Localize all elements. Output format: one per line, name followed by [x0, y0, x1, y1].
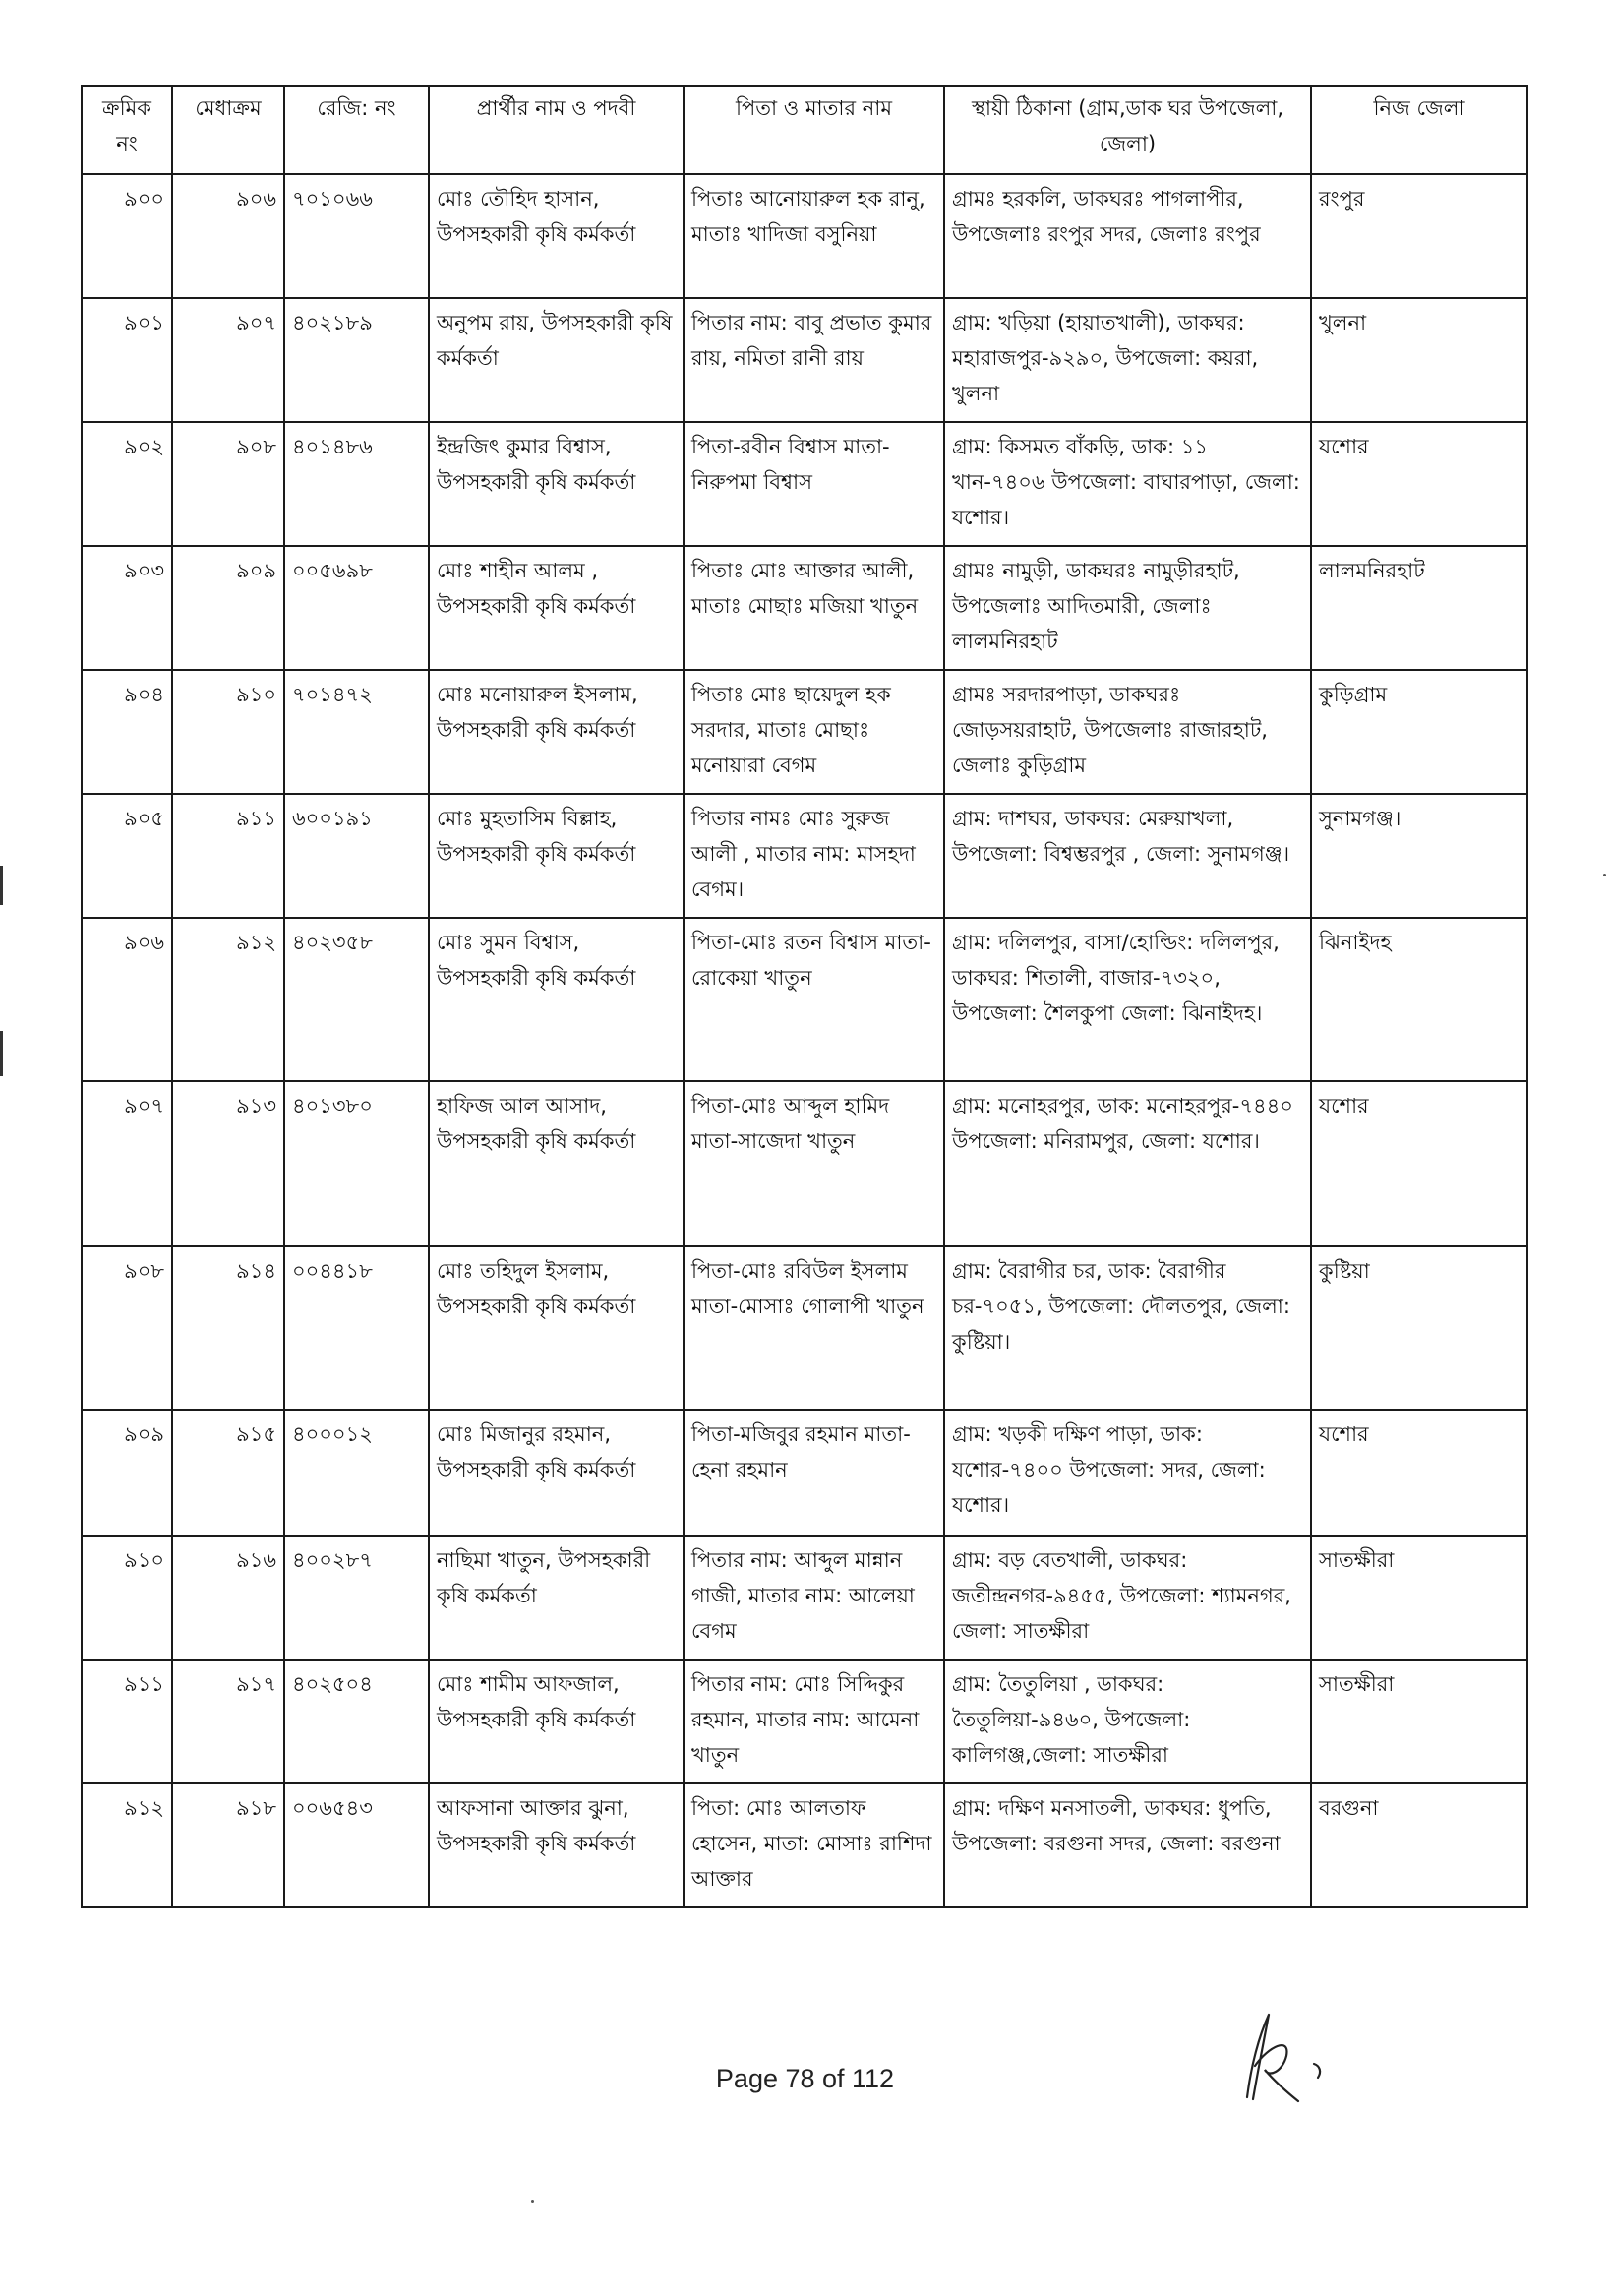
- serial-cell: ৯০৮: [82, 1246, 172, 1410]
- address-cell: গ্রাম: মনোহরপুর, ডাক: মনোহরপুর-৭৪৪০ উপজেলা: মনিরামপুর, জেলা: যশোর।: [944, 1081, 1311, 1246]
- scan-speck: [1603, 874, 1606, 876]
- merit-cell: ৯১২: [172, 918, 284, 1081]
- parents-cell: পিতা-রবীন বিশ্বাস মাতা-নিরুপমা বিশ্বাস: [684, 422, 944, 546]
- table-row: [82, 670, 1527, 794]
- table-row: [82, 422, 1527, 546]
- signature-mark: [1229, 2007, 1377, 2105]
- parents-cell: পিতার নাম: মোঃ সিদ্দিকুর রহমান, মাতার নাম: আমেনা খাতুন: [684, 1660, 944, 1783]
- district-cell: সাতক্ষীরা: [1311, 1536, 1527, 1660]
- name-cell: অনুপম রায়, উপসহকারী কৃষি কর্মকর্তা: [429, 298, 684, 422]
- address-cell: গ্রাম: তৈতুলিয়া , ডাকঘর: তৈতুলিয়া-৯৪৬০, উপজেলা: কালিগঞ্জ,জেলা: সাতক্ষীরা: [944, 1660, 1311, 1783]
- name-cell: মোঃ মনোয়ারুল ইসলাম, উপসহকারী কৃষি কর্মকর্তা: [429, 670, 684, 794]
- parents-cell: পিতাঃ মোঃ ছায়েদুল হক সরদার, মাতাঃ মোছাঃ মনোয়ারা বেগম: [684, 670, 944, 794]
- district-cell: কুষ্টিয়া: [1311, 1246, 1527, 1410]
- name-cell: আফসানা আক্তার ঝুনা, উপসহকারী কৃষি কর্মকর্তা: [429, 1783, 684, 1907]
- table-header-row: [82, 86, 1527, 174]
- address-cell: গ্রামঃ সরদারপাড়া, ডাকঘরঃ জোড়সয়রাহাট, উপজেলাঃ রাজারহাট, জেলাঃ কুড়িগ্রাম: [944, 670, 1311, 794]
- parents-cell: পিতাঃ মোঃ আক্তার আলী, মাতাঃ মোছাঃ মজিয়া খাতুন: [684, 546, 944, 670]
- parents-cell: পিতার নাম: আব্দুল মান্নান গাজী, মাতার নাম: আলেয়া বেগম: [684, 1536, 944, 1660]
- address-cell: গ্রাম: খড়িয়া (হায়াতখালী), ডাকঘর: মহারাজপুর-৯২৯০, উপজেলা: কয়রা, খুলনা: [944, 298, 1311, 422]
- reg-cell: ৪০১৪৮৬: [284, 422, 429, 546]
- header-district: নিজ জেলা: [1311, 86, 1527, 174]
- serial-cell: ৯০৫: [82, 794, 172, 918]
- merit-cell: ৯১৬: [172, 1536, 284, 1660]
- reg-cell: ৬০০১৯১: [284, 794, 429, 918]
- address-cell: গ্রাম: বড় বেতখালী, ডাকঘর: জতীন্দ্রনগর-৯৪৫৫, উপজেলা: শ্যামনগর, জেলা: সাতক্ষীরা: [944, 1536, 1311, 1660]
- address-cell: গ্রামঃ হরকলি, ডাকঘরঃ পাগলাপীর, উপজেলাঃ রংপুর সদর, জেলাঃ রংপুর: [944, 174, 1311, 298]
- parents-cell: পিতা: মোঃ আলতাফ হোসেন, মাতা: মোসাঃ রাশিদা আক্তার: [684, 1783, 944, 1907]
- header-address: স্থায়ী ঠিকানা (গ্রাম,ডাক ঘর উপজেলা, জেলা): [944, 86, 1311, 174]
- merit-cell: ৯১৪: [172, 1246, 284, 1410]
- table-row: [82, 794, 1527, 918]
- scan-edge-mark: [0, 866, 3, 905]
- merit-cell: ৯০৮: [172, 422, 284, 546]
- table-row: [82, 1410, 1527, 1536]
- scan-speck: [531, 2200, 534, 2203]
- address-cell: গ্রাম: কিসমত বাঁকড়ি, ডাক: ১১ খান-৭৪০৬ উপজেলা: বাঘারপাড়া, জেলা: যশোর।: [944, 422, 1311, 546]
- parents-cell: পিতা-মোঃ আব্দুল হামিদ মাতা-সাজেদা খাতুন: [684, 1081, 944, 1246]
- merit-cell: ৯১৮: [172, 1783, 284, 1907]
- name-cell: নাছিমা খাতুন, উপসহকারী কৃষি কর্মকর্তা: [429, 1536, 684, 1660]
- header-reg: রেজি: নং: [284, 86, 429, 174]
- table-row: [82, 1660, 1527, 1783]
- reg-cell: ৪০২১৮৯: [284, 298, 429, 422]
- name-cell: মোঃ তহিদুল ইসলাম, উপসহকারী কৃষি কর্মকর্তা: [429, 1246, 684, 1410]
- table-row: [82, 174, 1527, 298]
- name-cell: মোঃ তৌহিদ হাসান, উপসহকারী কৃষি কর্মকর্তা: [429, 174, 684, 298]
- table-row: [82, 546, 1527, 670]
- table-row: [82, 1536, 1527, 1660]
- table-row: [82, 298, 1527, 422]
- reg-cell: ৪০২৩৫৮: [284, 918, 429, 1081]
- page-number: Page 78 of 112: [715, 2064, 895, 2093]
- name-cell: মোঃ শামীম আফজাল, উপসহকারী কৃষি কর্মকর্তা: [429, 1660, 684, 1783]
- reg-cell: ৭০১৪৭২: [284, 670, 429, 794]
- serial-cell: ৯০৯: [82, 1410, 172, 1536]
- merit-cell: ৯০৭: [172, 298, 284, 422]
- merit-cell: ৯১৭: [172, 1660, 284, 1783]
- serial-cell: ৯০০: [82, 174, 172, 298]
- name-cell: মোঃ মিজানুর রহমান, উপসহকারী কৃষি কর্মকর্তা: [429, 1410, 684, 1536]
- reg-cell: ৪০০০১২: [284, 1410, 429, 1536]
- name-cell: ইন্দ্রজিৎ কুমার বিশ্বাস, উপসহকারী কৃষি কর্মকর্তা: [429, 422, 684, 546]
- name-cell: মোঃ মুহতাসিম বিল্লাহ, উপসহকারী কৃষি কর্মকর্তা: [429, 794, 684, 918]
- reg-cell: ৪০২৫০৪: [284, 1660, 429, 1783]
- merit-cell: ৯১৩: [172, 1081, 284, 1246]
- district-cell: যশোর: [1311, 1410, 1527, 1536]
- header-merit: মেধাক্রম: [172, 86, 284, 174]
- reg-cell: ০০৪৪১৮: [284, 1246, 429, 1410]
- header-name: প্রার্থীর নাম ও পদবী: [429, 86, 684, 174]
- reg-cell: ৭০১০৬৬: [284, 174, 429, 298]
- name-cell: মোঃ শাহীন আলম , উপসহকারী কৃষি কর্মকর্তা: [429, 546, 684, 670]
- parents-cell: পিতা-মজিবুর রহমান মাতা-হেনা রহমান: [684, 1410, 944, 1536]
- parents-cell: পিতা-মোঃ রতন বিশ্বাস মাতা- রোকেয়া খাতুন: [684, 918, 944, 1081]
- serial-cell: ৯১০: [82, 1536, 172, 1660]
- address-cell: গ্রাম: দাশঘর, ডাকঘর: মেরুয়াখলা, উপজেলা: বিশ্বম্ভরপুর , জেলা: সুনামগঞ্জ।: [944, 794, 1311, 918]
- district-cell: যশোর: [1311, 1081, 1527, 1246]
- table-row: [82, 1246, 1527, 1410]
- merit-cell: ৯১৫: [172, 1410, 284, 1536]
- parents-cell: পিতার নাম: বাবু প্রভাত কুমার রায়, নমিতা রানী রায়: [684, 298, 944, 422]
- name-cell: হাফিজ আল আসাদ, উপসহকারী কৃষি কর্মকর্তা: [429, 1081, 684, 1246]
- merit-cell: ৯০৬: [172, 174, 284, 298]
- header-parents: পিতা ও মাতার নাম: [684, 86, 944, 174]
- district-cell: যশোর: [1311, 422, 1527, 546]
- reg-cell: ৪০০২৮৭: [284, 1536, 429, 1660]
- parents-cell: পিতাঃ আনোয়ারুল হক রানু, মাতাঃ খাদিজা বসুনিয়া: [684, 174, 944, 298]
- address-cell: গ্রামঃ নামুড়ী, ডাকঘরঃ নামুড়ীরহাট, উপজেলাঃ আদিতমারী, জেলাঃ লালমনিরহাট: [944, 546, 1311, 670]
- address-cell: গ্রাম: দলিলপুর, বাসা/হোল্ডিং: দলিলপুর, ডাকঘর: শিতালী, বাজার-৭৩২০, উপজেলা: শৈলকুপা জেলা: ঝিনাইদহ।: [944, 918, 1311, 1081]
- district-cell: খুলনা: [1311, 298, 1527, 422]
- serial-cell: ৯০৩: [82, 546, 172, 670]
- candidate-table: [81, 85, 1528, 1908]
- district-cell: বরগুনা: [1311, 1783, 1527, 1907]
- table-row: [82, 1081, 1527, 1246]
- reg-cell: ০০৬৫৪৩: [284, 1783, 429, 1907]
- merit-cell: ৯১০: [172, 670, 284, 794]
- district-cell: ঝিনাইদহ: [1311, 918, 1527, 1081]
- address-cell: গ্রাম: খড়কী দক্ষিণ পাড়া, ডাক: যশোর-৭৪০০ উপজেলা: সদর, জেলা: যশোর।: [944, 1410, 1311, 1536]
- header-serial: ক্রমিক নং: [82, 86, 172, 174]
- name-cell: মোঃ সুমন বিশ্বাস, উপসহকারী কৃষি কর্মকর্তা: [429, 918, 684, 1081]
- serial-cell: ৯১২: [82, 1783, 172, 1907]
- merit-cell: ৯০৯: [172, 546, 284, 670]
- reg-cell: ৪০১৩৮০: [284, 1081, 429, 1246]
- serial-cell: ৯০৬: [82, 918, 172, 1081]
- merit-cell: ৯১১: [172, 794, 284, 918]
- scan-edge-mark: [0, 1031, 3, 1076]
- serial-cell: ৯০১: [82, 298, 172, 422]
- serial-cell: ৯০২: [82, 422, 172, 546]
- serial-cell: ৯০৭: [82, 1081, 172, 1246]
- reg-cell: ০০৫৬৯৮: [284, 546, 429, 670]
- serial-cell: ৯০৪: [82, 670, 172, 794]
- district-cell: রংপুর: [1311, 174, 1527, 298]
- district-cell: সুনামগঞ্জ।: [1311, 794, 1527, 918]
- district-cell: সাতক্ষীরা: [1311, 1660, 1527, 1783]
- parents-cell: পিতা-মোঃ রবিউল ইসলাম মাতা-মোসাঃ গোলাপী খাতুন: [684, 1246, 944, 1410]
- table-row: [82, 1783, 1527, 1907]
- serial-cell: ৯১১: [82, 1660, 172, 1783]
- address-cell: গ্রাম: দক্ষিণ মনসাতলী, ডাকঘর: ধুপতি, উপজেলা: বরগুনা সদর, জেলা: বরগুনা: [944, 1783, 1311, 1907]
- district-cell: কুড়িগ্রাম: [1311, 670, 1527, 794]
- parents-cell: পিতার নামঃ মোঃ সুরুজ আলী , মাতার নাম: মাসহদা বেগম।: [684, 794, 944, 918]
- address-cell: গ্রাম: বৈরাগীর চর, ডাক: বৈরাগীর চর-৭০৫১, উপজেলা: দৌলতপুর, জেলা: কুষ্টিয়া।: [944, 1246, 1311, 1410]
- table-row: [82, 918, 1527, 1081]
- district-cell: লালমনিরহাট: [1311, 546, 1527, 670]
